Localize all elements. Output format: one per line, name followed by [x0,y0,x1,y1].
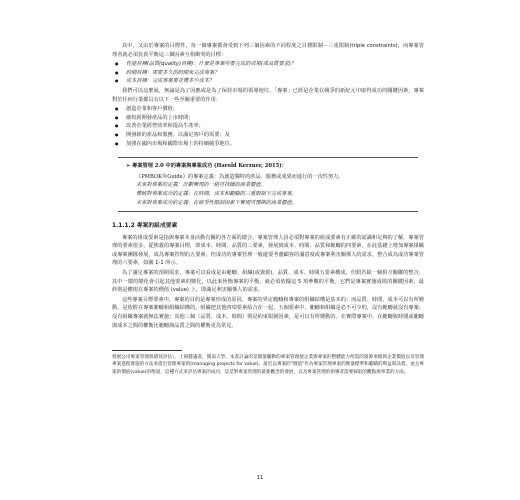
target-item-quality: ● 性能目標(品質(quality)目標)：什麼是專案所要完成的成果(或品質要求)？ [112,60,424,69]
intro-paragraph-2: 我們可以這麼說，無論是為了因應或是為了保持市場的領導地位，「專案」已經是企業在競爭的新紀元中取得成功的關鍵因素，專案對於任何行業都具有以下一些至關重要的作用： [112,87,424,103]
intro-paragraph-1: 其中，又由於專案的目標性，每一個專案都會受到下列三個因素的不同程度之目標限制－三重限制(triple constraints)，而專案管理者就必須負責平衡這三個因素互相衝突的目標： [112,43,424,58]
section-paragraph-3: 這些專案目標要素中，專案的目的是專案形成的原因，專案的界定範疇和專案的組織結構是基本的；而品質、時間、成本可以有所變動，是依附在專案範疇和組織結構的。組織把其他四項要素結合在一起，五個要素中，範疇和組織是必不可少的，沒有範疇就沒有專案；沒有組織專案就無法實施；其他三個（品質、成本、時間）則是約束限制因素，是可以有所變動的。在實際專案中，在範疇與時間或範疇與成本之間的權衡比範疇與品質之間的權衡更為常見。 [112,296,424,329]
benefit-list [112,105,424,148]
benefit-item: ● 加強在國內市場和國際市場上的持續競爭地位。 [112,140,424,149]
benefit-item: ● 開發新的產品和服務，以滿足客戶的需要；及 [112,131,424,140]
benefit-item: ● 縮短新開發產品的上市時間； [112,114,424,123]
target-item-time: ● 時間目標：需要多久的時間來完成專案？ [112,69,424,78]
page-number: 11 [256,475,264,481]
section-heading: 1.1.1.2 專案的組成要素 [112,223,178,230]
benefit-item: ● 創造企業和客戶價值； [112,105,424,114]
footnote-divider [112,350,182,351]
benefit-item: ● 改善企業經營效率和提高生產率； [112,122,424,131]
section-paragraph-2: 為了滿足專案的預期需求，專案可以看成是由範疇、組織(或資源)、品質、成本、時間五要素構成，但假若缺一個相互關聯的整合，其中一環的變化會引起其他要素的變化，以此來恆衡專案的平衡，就必須依據這 5 項參數的平衡，它們是專案實施成敗的關鍵因素，最終則是體現在專案的價值 (value) 上，即滿足利害關係人的需求。 [112,270,424,294]
callout-box [118,157,418,212]
callout-line: 《PMBOK®Guide》的專案定義：為創造獨特的產品、服務或成果而進行的一次性努力。 [136,173,344,180]
target-item-cost: ● 成本目標：完成專案要花費多少成本？ [112,77,424,86]
target-list [112,60,424,86]
callout-line: 未來對專案成功的定義：在競爭性限制因素下實現可預期的商業價值。 [136,199,297,206]
footnote: 發展公司專案管理與績效評估），上揚健議書，開南大學，本書討論的是價值驅動的專案管理使企業與專案的整體能力所需的資源承擔與企業價值以及管理專案過程實施的方法來提出管理專案的(managing projects for value)。最近以專案的"價值"作為專案管理專案的衡量標準和範疇的利益與品質，並且專案的價值(value)的衡量，這種方式來評估專案的成功，這是對專案管理的最新觀念的發展，以及專案管理的領導者需要採取的觀點與事業的方法。 [112,355,424,375]
section-paragraph-1: 專案的組成要素是指與專案本身活動有關的各方面的總合，專案管理人員必須對專案的組成要素有正確的認識和足夠的了解，專案管理的要素很多，從狹義的專案目標，即成本、時間、品質的三要素，發展到成本、時間、品質和範疇的四要素，在此基礎上增加專案組織或專案團隊發展，成為專案管理的五要素，但成功的專案管理一般還要考慮顧客的滿意度或專案利害關係人的需求，整合成為成功專案管理的六要素，如圖 1-1 所示。 [112,234,424,267]
callout-heading: ➢ 專案管理 2.0 中的專案與專案成功 (Harold Kerzner, 2015)： [126,162,414,171]
callout-line: 傳統對專案成功的定義：在時間、成本和範疇的三重限制下完成專案。 [136,190,297,197]
callout-line: 未來對專案的定義：計劃實現的一組可持續的商業價值。 [136,182,266,189]
